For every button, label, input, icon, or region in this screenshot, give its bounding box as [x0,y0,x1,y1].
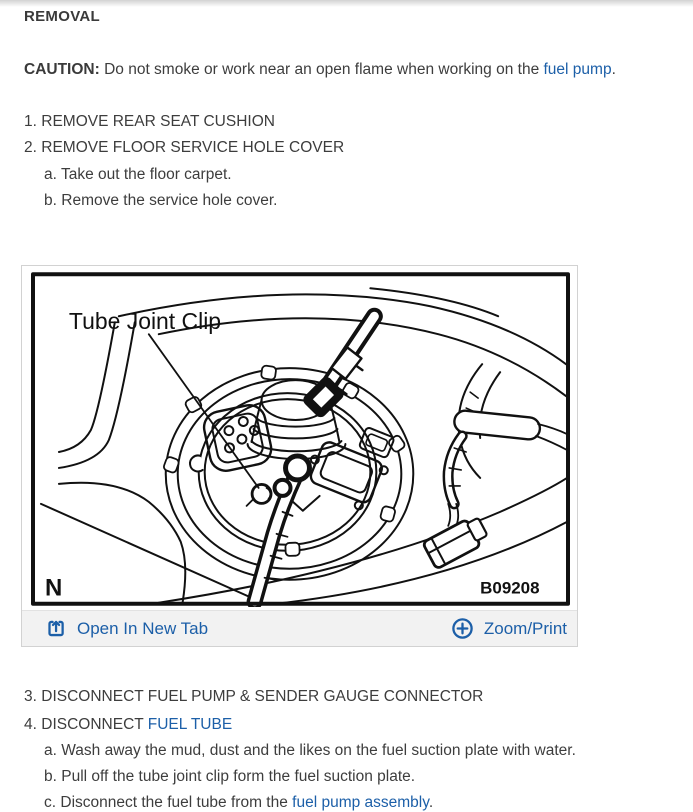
substep-row-4c [44,794,433,812]
caution-period: . [611,61,616,78]
substep-row-2b [44,192,278,210]
diagram-callout-label: Tube Joint Clip [68,308,222,335]
open-in-new-tab-icon [46,618,67,639]
fuel-pump-assembly-link[interactable]: fuel pump assembly [292,794,429,811]
step-number: 3. [24,688,37,705]
substep-letter: b. [44,192,57,209]
caution-line [24,61,616,79]
step-row-3 [24,688,483,706]
page-top-gradient [0,0,693,7]
step-text: REMOVE FLOOR SERVICE HOLE COVER [41,139,345,156]
substep-letter: b. [44,768,57,785]
step-text: DISCONNECT FUEL PUMP & SENDER GAUGE CONNECTOR [41,688,484,705]
page-title: REMOVAL [24,8,100,25]
substep-letter: a. [44,742,57,759]
step-text: REMOVE REAR SEAT CUSHION [41,113,275,130]
substep-text: Wash away the mud, dust and the likes on the fuel suction plate with water. [61,742,576,759]
open-in-new-tab-label: Open In New Tab [77,618,209,638]
step-row-1 [24,113,275,131]
figure-panel [21,265,578,647]
fuel-tube-link[interactable]: FUEL TUBE [147,716,233,733]
substep-text: Pull off the tube joint clip form the fuel suction plate. [61,768,416,785]
substep-letter: a. [44,166,57,183]
substep-letter: c. [44,794,57,811]
open-in-new-tab-link[interactable] [46,618,208,639]
substep-text: Disconnect the fuel tube from the [60,794,293,811]
fuel-pump-link[interactable]: fuel pump [543,61,612,78]
step-number: 4. [24,716,37,733]
substep-row-2a [44,166,232,184]
substep-row-4b [44,768,415,786]
substep-row-4a [44,742,576,760]
tube-joint-clip [252,484,271,503]
fuel-pump-diagram [31,272,570,607]
zoom-print-label: Zoom/Print [483,618,567,638]
zoom-print-link[interactable] [451,617,567,640]
diagram-floor-contours [41,288,567,603]
figure-footer-bar [22,610,577,646]
zoom-plus-icon [451,617,474,640]
substep-text: Remove the service hole cover. [61,192,278,209]
step-number: 1. [24,113,37,130]
substep-text: Take out the floor carpet. [60,166,232,183]
caution-text: Do not smoke or work near an open flame when working on the [99,61,544,78]
step-row-4 [24,716,232,734]
step-number: 2. [24,139,37,156]
diagram-orientation-letter: N [44,574,63,602]
step-text: DISCONNECT [41,716,148,733]
caution-label: CAUTION: [24,61,100,78]
substep-period: . [428,794,434,811]
diagram-figure-code: B09208 [480,578,540,598]
step-row-2 [24,139,344,157]
